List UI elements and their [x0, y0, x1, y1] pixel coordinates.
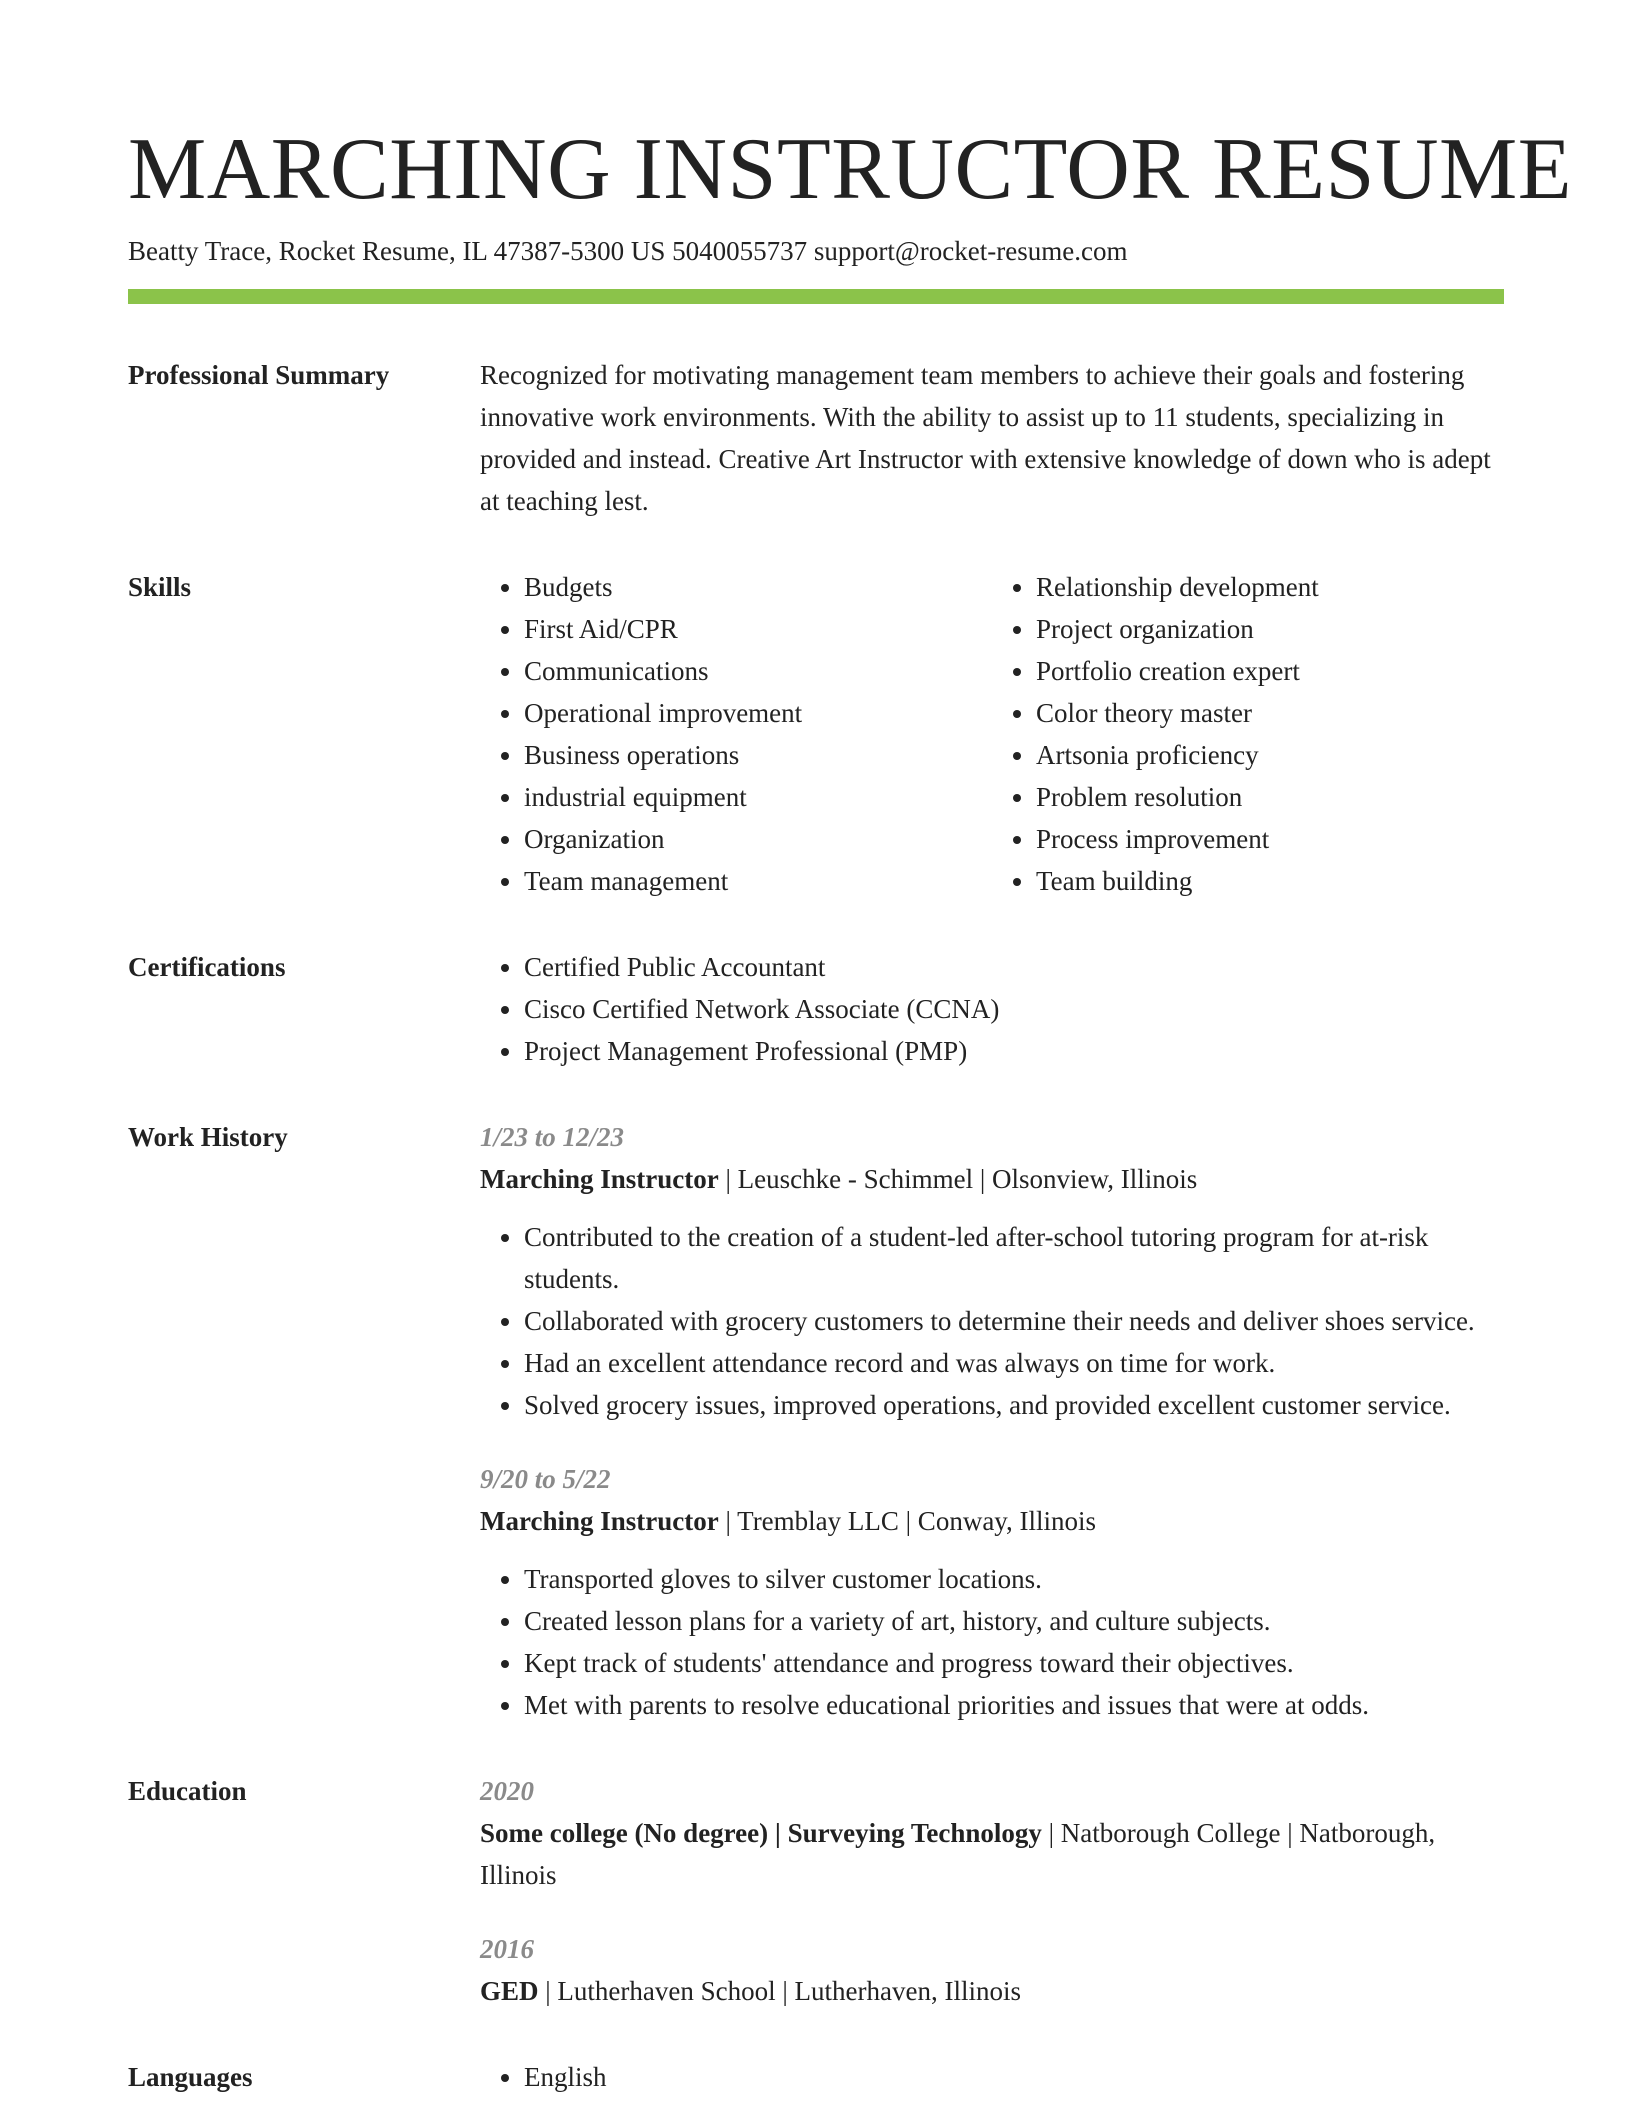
section-label-work-history: Work History — [128, 1122, 288, 1152]
skill-item: • Problem resolution — [1036, 776, 1504, 818]
education-degree: Some college (No degree) | Surveying Technology — [480, 1818, 1042, 1848]
education-entry — [480, 1928, 1504, 2012]
certification-item: • Cisco Certified Network Associate (CCNA) — [524, 988, 1504, 1030]
job-bullet: • Created lesson plans for a variety of art, history, and culture subjects. — [524, 1600, 1504, 1642]
skill-item: • Organization — [524, 818, 992, 860]
job-entry — [480, 1116, 1504, 1426]
job-bullet: • Had an excellent attendance record and was always on time for work. — [524, 1342, 1504, 1384]
skill-item: • Team management — [524, 860, 992, 902]
education-year: 2016 — [480, 1934, 534, 1964]
job-bullet: • Contributed to the creation of a student-led after-school tutoring program for at-risk students. — [524, 1216, 1504, 1300]
education-heading — [480, 1970, 1504, 2012]
job-details: | Leuschke - Schimmel | Olsonview, Illinois — [718, 1164, 1198, 1194]
work-history-section — [128, 1116, 1504, 1726]
job-details: | Tremblay LLC | Conway, Illinois — [718, 1506, 1097, 1536]
education-degree: GED — [480, 1976, 539, 2006]
skill-item: • Budgets — [524, 566, 992, 608]
job-heading — [480, 1500, 1504, 1542]
skill-item: • Team building — [1036, 860, 1504, 902]
header-divider — [128, 289, 1504, 304]
skills-list-left — [480, 566, 992, 902]
education-details: | Natborough College | Natborough, Illinois — [480, 1818, 1436, 1890]
summary-section — [128, 354, 1504, 522]
education-section — [128, 1770, 1504, 2012]
section-label-languages: Languages — [128, 2062, 253, 2092]
languages-list — [480, 2056, 1504, 2098]
education-year: 2020 — [480, 1776, 534, 1806]
education-entry — [480, 1770, 1504, 1896]
job-heading — [480, 1158, 1504, 1200]
certification-item: • Certified Public Accountant — [524, 946, 1504, 988]
summary-text: Recognized for motivating management team members to achieve their goals and fostering innovative work environments. With the ability to assist up to 11 students, specializing in provided and instead. Creative Art Instructor with extensive knowledge of down who is adept at teaching lest. — [480, 360, 1491, 516]
skill-item: • Operational improvement — [524, 692, 992, 734]
skill-item: • Business operations — [524, 734, 992, 776]
skills-section — [128, 566, 1504, 902]
section-label-education: Education — [128, 1776, 247, 1806]
job-role: Marching Instructor — [480, 1164, 719, 1194]
resume-title: MARCHING INSTRUCTOR RESUME — [128, 121, 1572, 218]
skill-item: • Project organization — [1036, 608, 1504, 650]
job-bullet: • Kept track of students' attendance and progress toward their objectives. — [524, 1642, 1504, 1684]
section-label-summary: Professional Summary — [128, 360, 390, 390]
languages-section — [128, 2056, 1504, 2098]
education-details: | Lutherhaven School | Lutherhaven, Illinois — [538, 1976, 1021, 2006]
skill-item: • Portfolio creation expert — [1036, 650, 1504, 692]
job-dates: 9/20 to 5/22 — [480, 1464, 611, 1494]
job-role: Marching Instructor — [480, 1506, 719, 1536]
skill-item: • Communications — [524, 650, 992, 692]
job-bullet: • Collaborated with grocery customers to determine their needs and deliver shoes service. — [524, 1300, 1504, 1342]
certifications-section — [128, 946, 1504, 1072]
skill-item: • Process improvement — [1036, 818, 1504, 860]
job-bullet: • Met with parents to resolve educational priorities and issues that were at odds. — [524, 1684, 1504, 1726]
job-bullet-list — [480, 1216, 1504, 1426]
section-label-certifications: Certifications — [128, 952, 286, 982]
skill-item: • First Aid/CPR — [524, 608, 992, 650]
skills-list-right — [992, 566, 1504, 902]
job-bullet: • Solved grocery issues, improved operations, and provided excellent customer service. — [524, 1384, 1504, 1426]
education-heading — [480, 1812, 1504, 1896]
language-item: • English — [524, 2056, 1504, 2098]
contact-line: Beatty Trace, Rocket Resume, IL 47387-5300 US 5040055737 support@rocket-resume.com — [128, 236, 1128, 266]
skill-item: • industrial equipment — [524, 776, 992, 818]
skill-item: • Artsonia proficiency — [1036, 734, 1504, 776]
skill-item: • Relationship development — [1036, 566, 1504, 608]
certification-item: • Project Management Professional (PMP) — [524, 1030, 1504, 1072]
job-bullet: • Transported gloves to silver customer locations. — [524, 1558, 1504, 1600]
job-entry — [480, 1458, 1504, 1726]
section-label-skills: Skills — [128, 572, 192, 602]
certifications-list — [480, 946, 1504, 1072]
job-bullet-list — [480, 1558, 1504, 1726]
skill-item: • Color theory master — [1036, 692, 1504, 734]
resume-page — [128, 118, 1572, 2098]
job-dates: 1/23 to 12/23 — [480, 1122, 625, 1152]
